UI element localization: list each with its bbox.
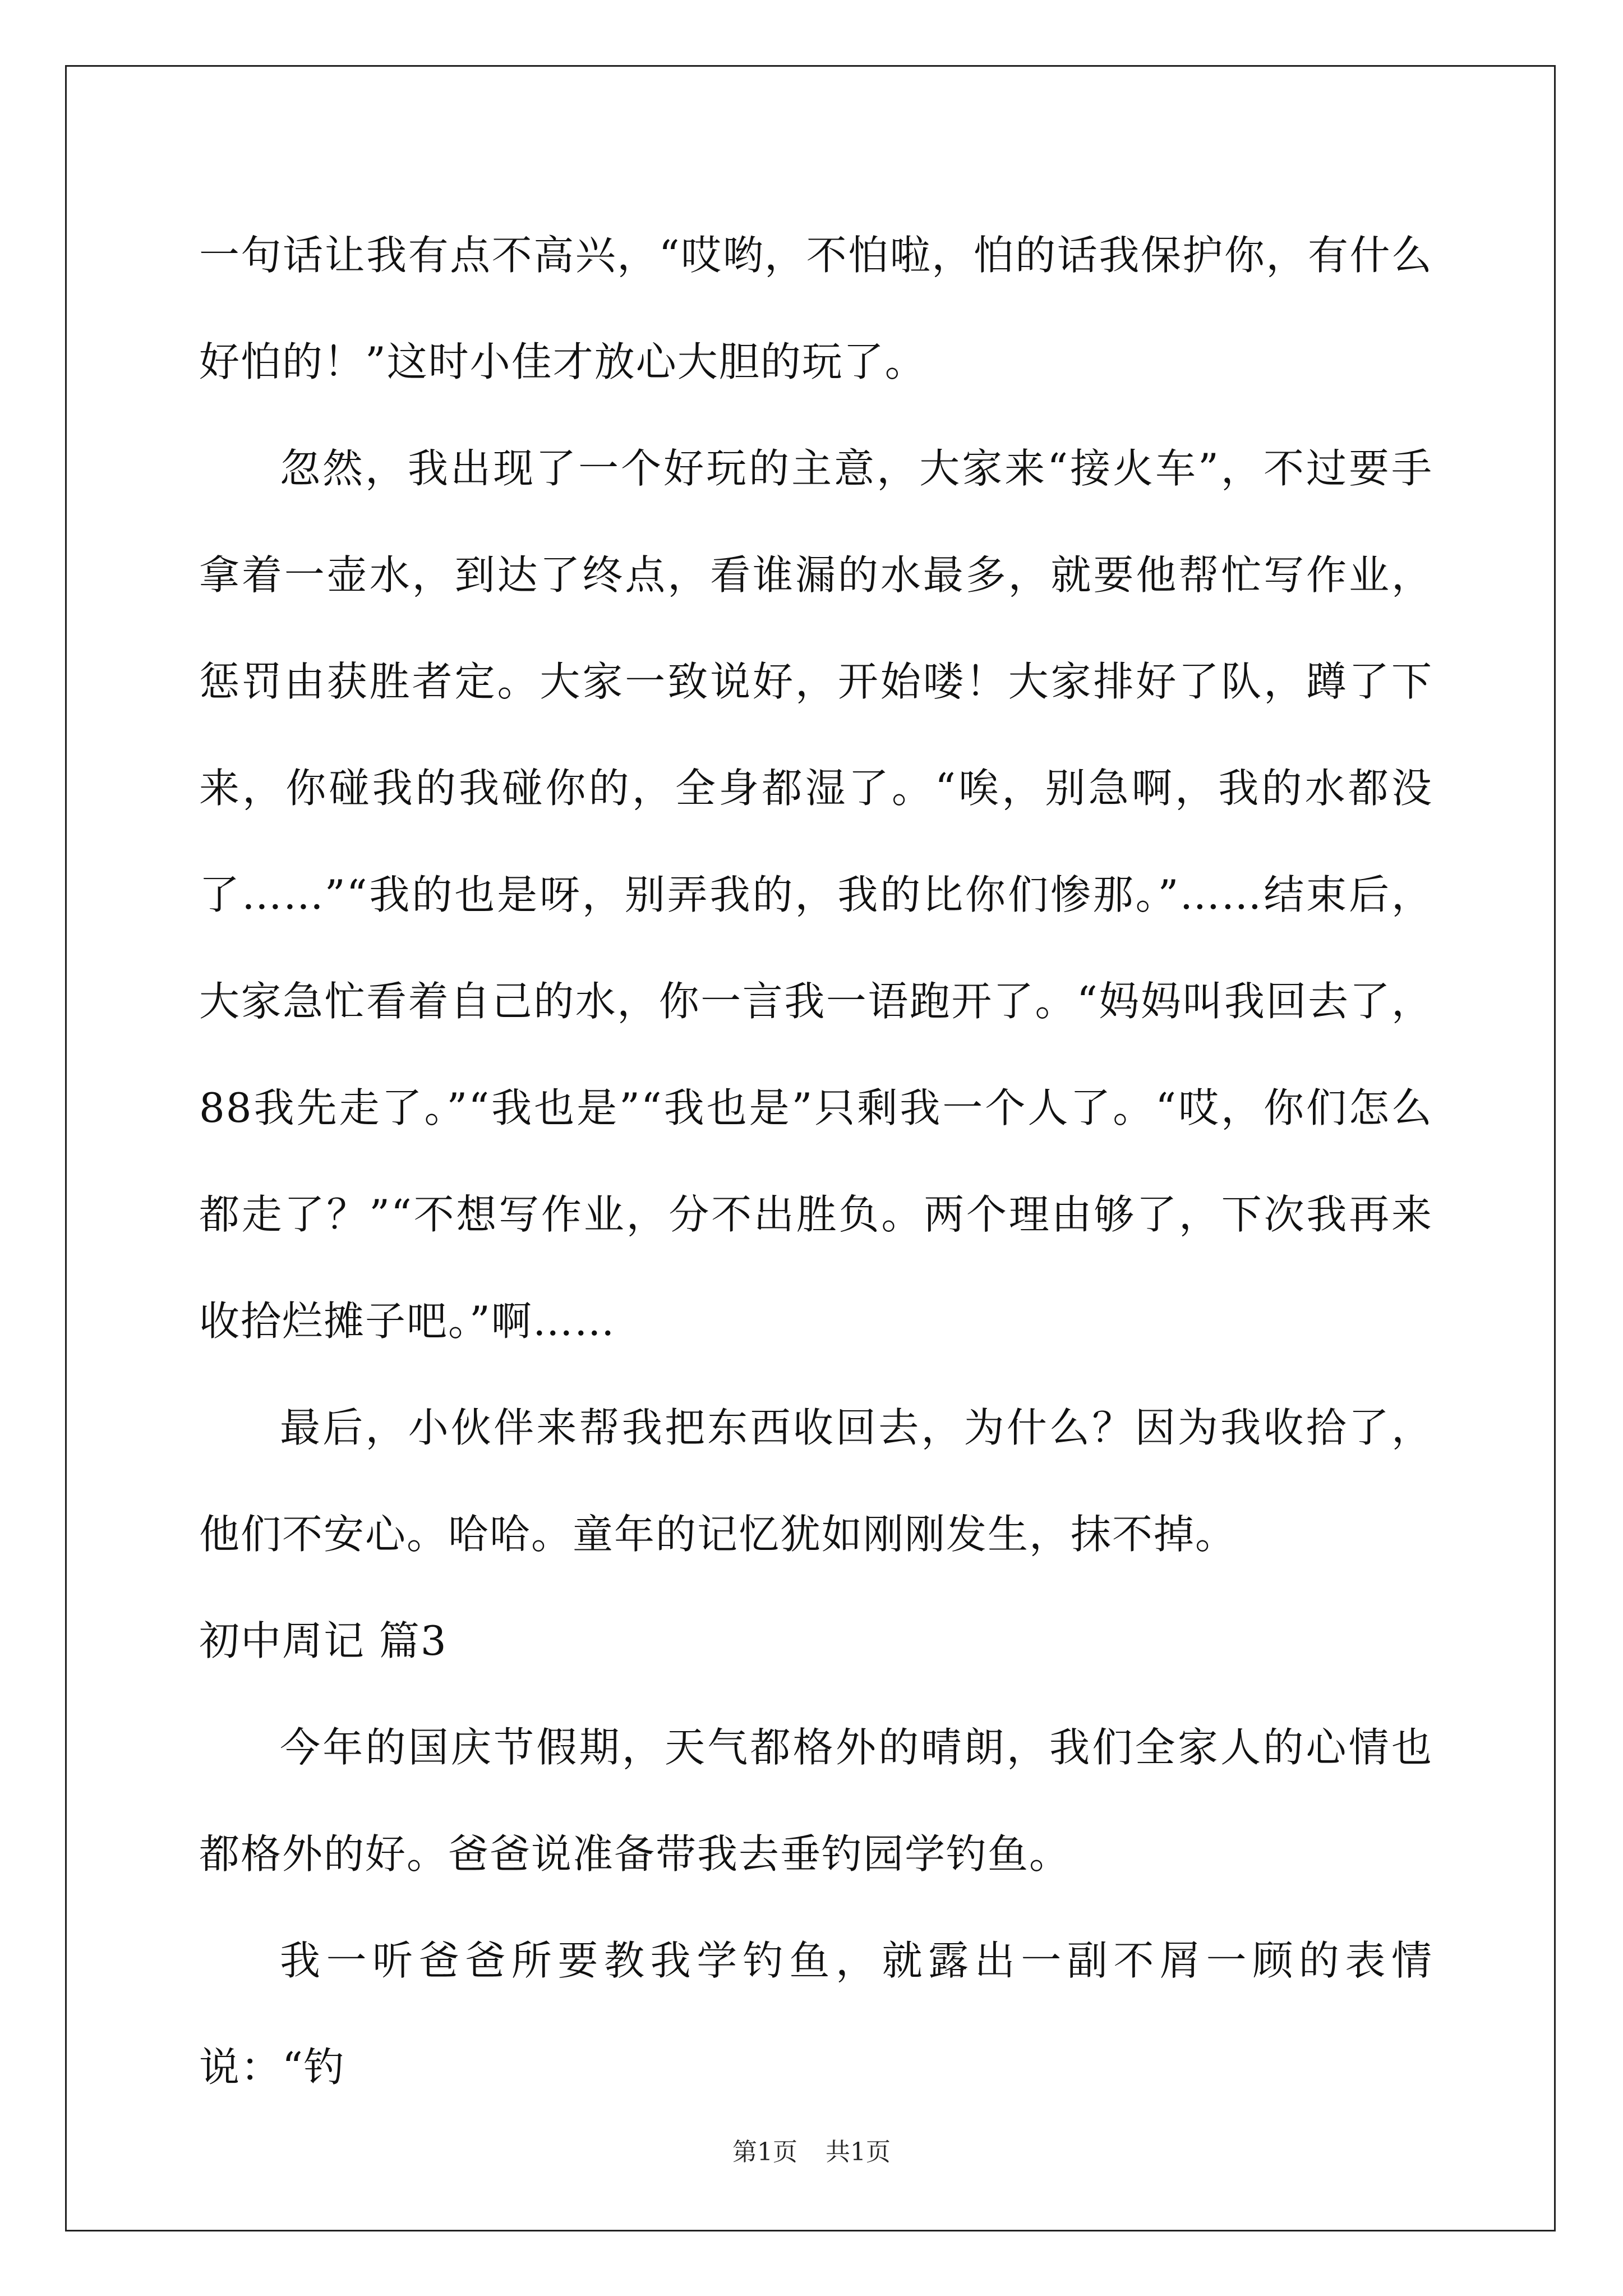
page-footer bbox=[0, 2132, 1623, 2168]
page-number: 第1页 bbox=[732, 2138, 797, 2166]
page-total: 共1页 bbox=[826, 2138, 891, 2166]
section-paragraph-1: 今年的国庆节假期，天气都格外的晴朗，我们全家人的心情也都格外的好。爸爸说准备带我去垂钓园学钓鱼。 bbox=[199, 1724, 1433, 1878]
paragraph-3: 最后，小伙伴来帮我把东西收回去，为什么？因为我收拾了，他们不安心。哈哈。童年的记忆犹如刚刚发生，抹不掉。 bbox=[199, 1404, 1433, 1558]
paragraph-1: 一句话让我有点不高兴，“哎哟，不怕啦，怕的话我保护你，有什么好怕的！”这时小佳才放心大胆的玩了。 bbox=[199, 232, 1433, 385]
paragraph-2: 忽然，我出现了一个好玩的主意，大家来“接火车”，不过要手拿着一壶水，到达了终点，看谁漏的水最多，就要他帮忙写作业，惩罚由获胜者定。大家一致说好，开始喽！大家排好了队，蹲了下来，你碰我的我碰你的，全身都湿了。“唉，别急啊，我的水都没了……”“我的也是呀，别弄我的，我的比你们惨那。”……结束后，大家急忙看着自己的水，你一言我一语跑开了。“妈妈叫我回去了，88我先走了。”“我也是”“我也是”只剩我一个人了。“哎，你们怎么都走了？”“不想写作业，分不出胜负。两个理由够了，下次我再来收拾烂摊子吧。”啊…… bbox=[199, 445, 1433, 1345]
document-body bbox=[199, 202, 1433, 2120]
section-title: 初中周记 篇3 bbox=[199, 1617, 448, 1664]
section-paragraph-2: 我一听爸爸所要教我学钓鱼，就露出一副不屑一顾的表情说：“钓 bbox=[199, 1937, 1433, 2091]
